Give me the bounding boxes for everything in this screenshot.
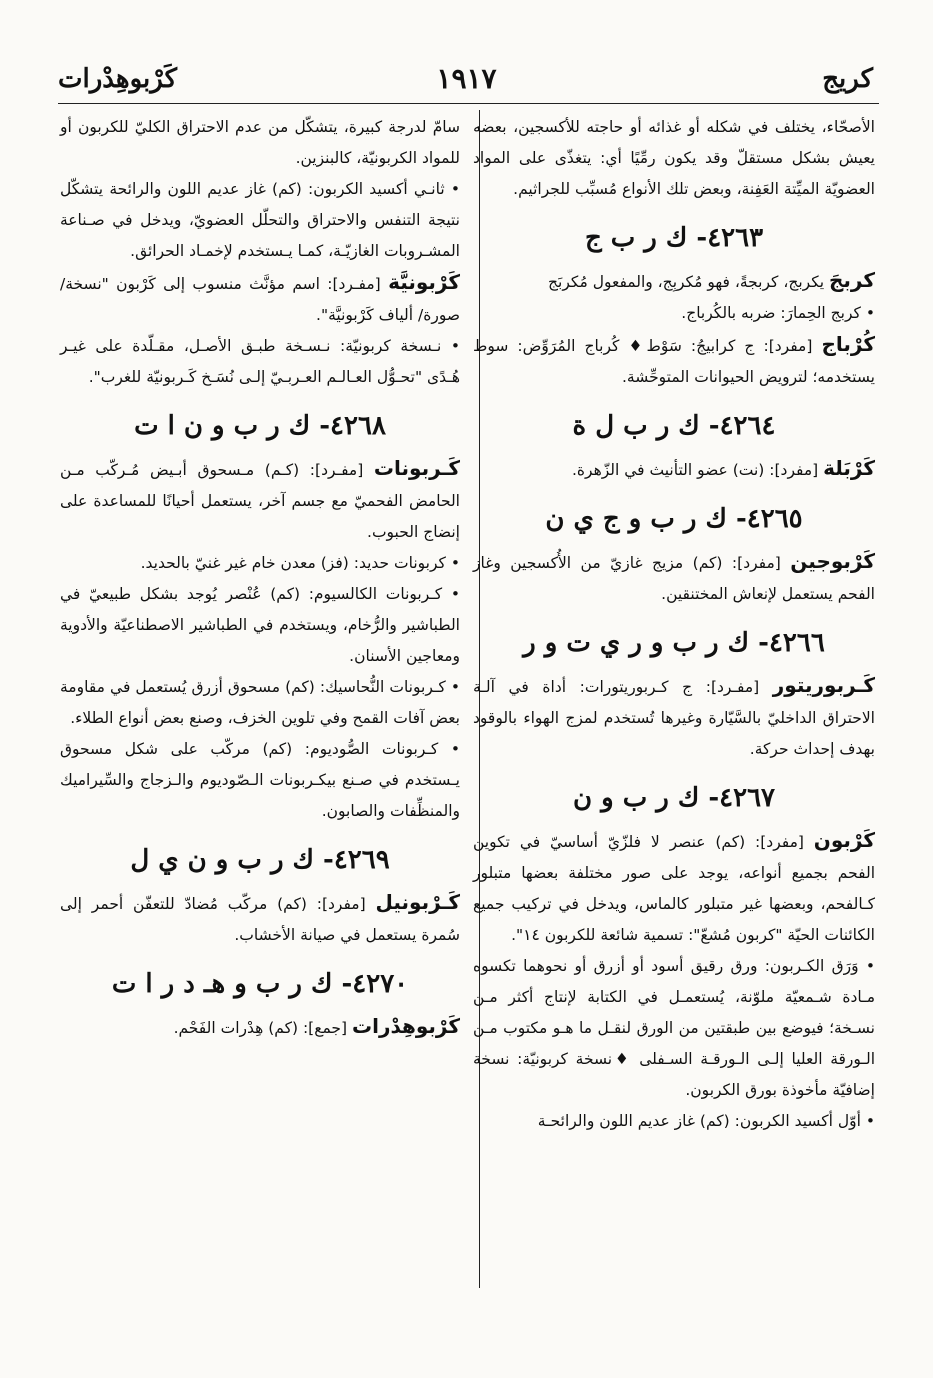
running-head-first-word: كريج (822, 64, 873, 94)
sub-entry: • كـربونات الصُّوديوم: (كم) مركّب على شكل مسحوق يـستخدم في صـنع بيكـربونات الـصّوديوم والـزجاج والسِّيراميك والمنظِّفات والصابون. (60, 740, 460, 820)
entry-carbonic (60, 267, 460, 331)
sub-entry: • ثانـي أكسيد الكربون: (كم) غاز عديم اللون والرائحة يتشكّل نتيجة التنفس والاحتراق والتحلّل العضويّ، ويدخل في صـناعة المشـروبات الغازيّـة، كمـا يـستخدم لإخمـاد الحرائق. (60, 180, 460, 260)
entry-carbohydrates (60, 1011, 460, 1044)
page-number: ١٩١٧ (436, 62, 497, 95)
definition: [مفرد]: ج كرابيجُ: سَوْط♦ كُرباج المُرَوِّض: سوط يستخدمه؛ لترويض الحيوانات المتوحِّشة. (473, 337, 875, 386)
entry-kaarbaja (473, 265, 875, 298)
headword: كَرْبَلة (823, 456, 875, 480)
header-rule (58, 103, 879, 104)
root-heading-4266: ٤٢٦٦- ك ر ب و ر ي ت و ر (523, 628, 825, 658)
root-heading-4268: ٤٢٦٨- ك ر ب و ن ا ت (134, 411, 386, 441)
sub-entry: • وَرَق الكـربون: ورق رقيق أسود أو أزرق أو نحوهما تكسوه مـادة شـمعيّة ملوّنة، يُستعمـل في الكتابة لإنتاج أكثر مـن نسـخة؛ فيوضع بين طبقتين من الورق لنقـل ما هـو مكتوب مـن الـورقة العليا إلـى الـورقـة السـفلى ♦نسخة كربونيّة: نسخة إضافيّة مأخوذة بورق الكربون. (473, 957, 875, 1099)
definition: [جمع]: (كم) هِدْرات الفَحْم. (173, 1019, 352, 1037)
sub-entry: • نـسخة كربونيّة: نـسـخة طبـق الأصـل، مقـلّدة على غيـر هُـدًى "تحـوُّل العـالـم العـربـيّ إلـى نُسَـخ كَـربونيّة للغرب". (60, 337, 460, 386)
left-column (60, 112, 460, 1044)
headword: كَرْبوهِدْرات (351, 1014, 460, 1038)
root-heading-4269: ٤٢٦٩- ك ر ب و ن ي ل (130, 845, 390, 875)
root-heading-4264: ٤٢٦٤- ك ر ب ل ة (572, 411, 776, 441)
root-heading-4263: ٤٢٦٣- ك ر ب ج (584, 223, 764, 253)
entry-karbujin (473, 546, 875, 610)
entry-carbonate (60, 453, 460, 548)
headword: كَـربوريتور (772, 673, 875, 697)
definition: [مفرد]: (كم) مركّب مُضادّ للتعفّن أحمر إلى سُمرة يستعمل في صيانة الأخشاب. (60, 895, 460, 944)
root-heading-4270: ٤٢٧٠- ك ر ب و هـ د ر ا ت (111, 969, 409, 999)
root-heading-4267: ٤٢٦٧- ك ر ب و ن (572, 783, 776, 813)
sub-entry: • كـربونات الكالسيوم: (كم) عُنْصر يُوجد بشكل طبيعيّ في الطباشير والرُّخام، ويستخدم في الطباشير الاصطناعيّة والأدوية ومعاجين الأسنان. (60, 585, 460, 665)
headword: كَـربونات (373, 456, 460, 480)
headword: كَرْبوجين (790, 549, 875, 573)
headword: كَرْبونيَّة (388, 270, 460, 294)
entry-continuation: الأصحّاء، يختلف في شكله أو غذائه أو حاجته للأكسجين، بعضه يعيش بشكل مستقلّ وقد يكون رمِّيًا أي: يتغذّى على المواد العضويّة الميِّتة العَفِنة، وبعض تلك الأنواع مُسبِّب للجراثيم. (473, 118, 875, 198)
definition: [مفرد]: (كم) مزيج غازيّ من الأُكسجين وغاز الفحم يستعمل لإنعاش المختنقين. (473, 554, 875, 603)
entry-kurbaj (473, 329, 875, 393)
definition: [مفـرد]: ج كـربوريتورات: أداة في آلـة الاحتراق الداخليّ بالسَّيّارة وغيرها تُستخدم لمزج الهواء بالوقود بهدف إحداث حركة. (473, 678, 875, 758)
headword: كَـرْبونيل (375, 890, 460, 914)
definition: [مفرد]: (نت) عضو التأنيث في الزّهرة. (571, 461, 824, 479)
sub-entry: • كربونات حديد: (فز) معدن خام غير غنيّ بالحديد. (140, 554, 460, 572)
headword: كُرْباج (821, 332, 875, 356)
headword: كَرْبون (813, 828, 875, 852)
entry-karbala (473, 453, 875, 486)
running-head-last-word: كَرْبوهِدْرات (58, 64, 178, 94)
right-column (473, 112, 875, 1137)
definition: يكربج، كربجةً، فهو مُكربِج، والمفعول مُكربَج (548, 273, 829, 291)
definition: [مفـرد]: اسم مؤنَّث منسوب إلى كَرْبون "نسخة/ صورة/ ألياف كَرْبونيَّة". (60, 275, 460, 324)
definition: [مفرد]: (كم) عنصر لا فلزّيّ أساسيّ في تكوين الفحم بجميع أنواعه، يوجد على صور مختلفة بعضها متبلور كـالفحم، وبعضها غير متبلور كالماس، ويدخل في تركيب جميع الكائنات الحيّة "كربون مُشعّ": تسمية شائعة للكربون ١٤". (473, 833, 875, 944)
sub-entry: • كربج الحِمارَ: ضربه بالكُرباج. (681, 304, 875, 322)
entry-continuation: سامّ لدرجة كبيرة، يتشكّل من عدم الاحتراق الكليّ للكربون أو للمواد الكربونيّة، كالبنزين. (60, 118, 460, 167)
sub-entry: • أوّل أكسيد الكربون: (كم) غاز عديم اللون والرائحـة (537, 1112, 875, 1130)
sub-entry: • كـربونات النُّحاسيك: (كم) مسحوق أزرق يُستعمل في مقاومة بعض آفات القمح وفي تلوين الخزف، وصنع بعض أنواع الطلاء. (60, 678, 460, 727)
entry-carburetor (473, 670, 875, 765)
page-header (52, 52, 881, 102)
definition: [مفـرد]: (كـم) مـسحوق أبـيض مُـركّب مـن الحامض الفحميّ مع جسم آخر، يستعمل أحيانًا للمساعدة على إنضاج الحبوب. (60, 461, 460, 541)
headword: كربجَ (829, 268, 875, 292)
entry-carbon (473, 825, 875, 951)
root-heading-4265: ٤٢٦٥- ك ر ب و ج ي ن (545, 504, 803, 534)
entry-carbonyl (60, 887, 460, 951)
